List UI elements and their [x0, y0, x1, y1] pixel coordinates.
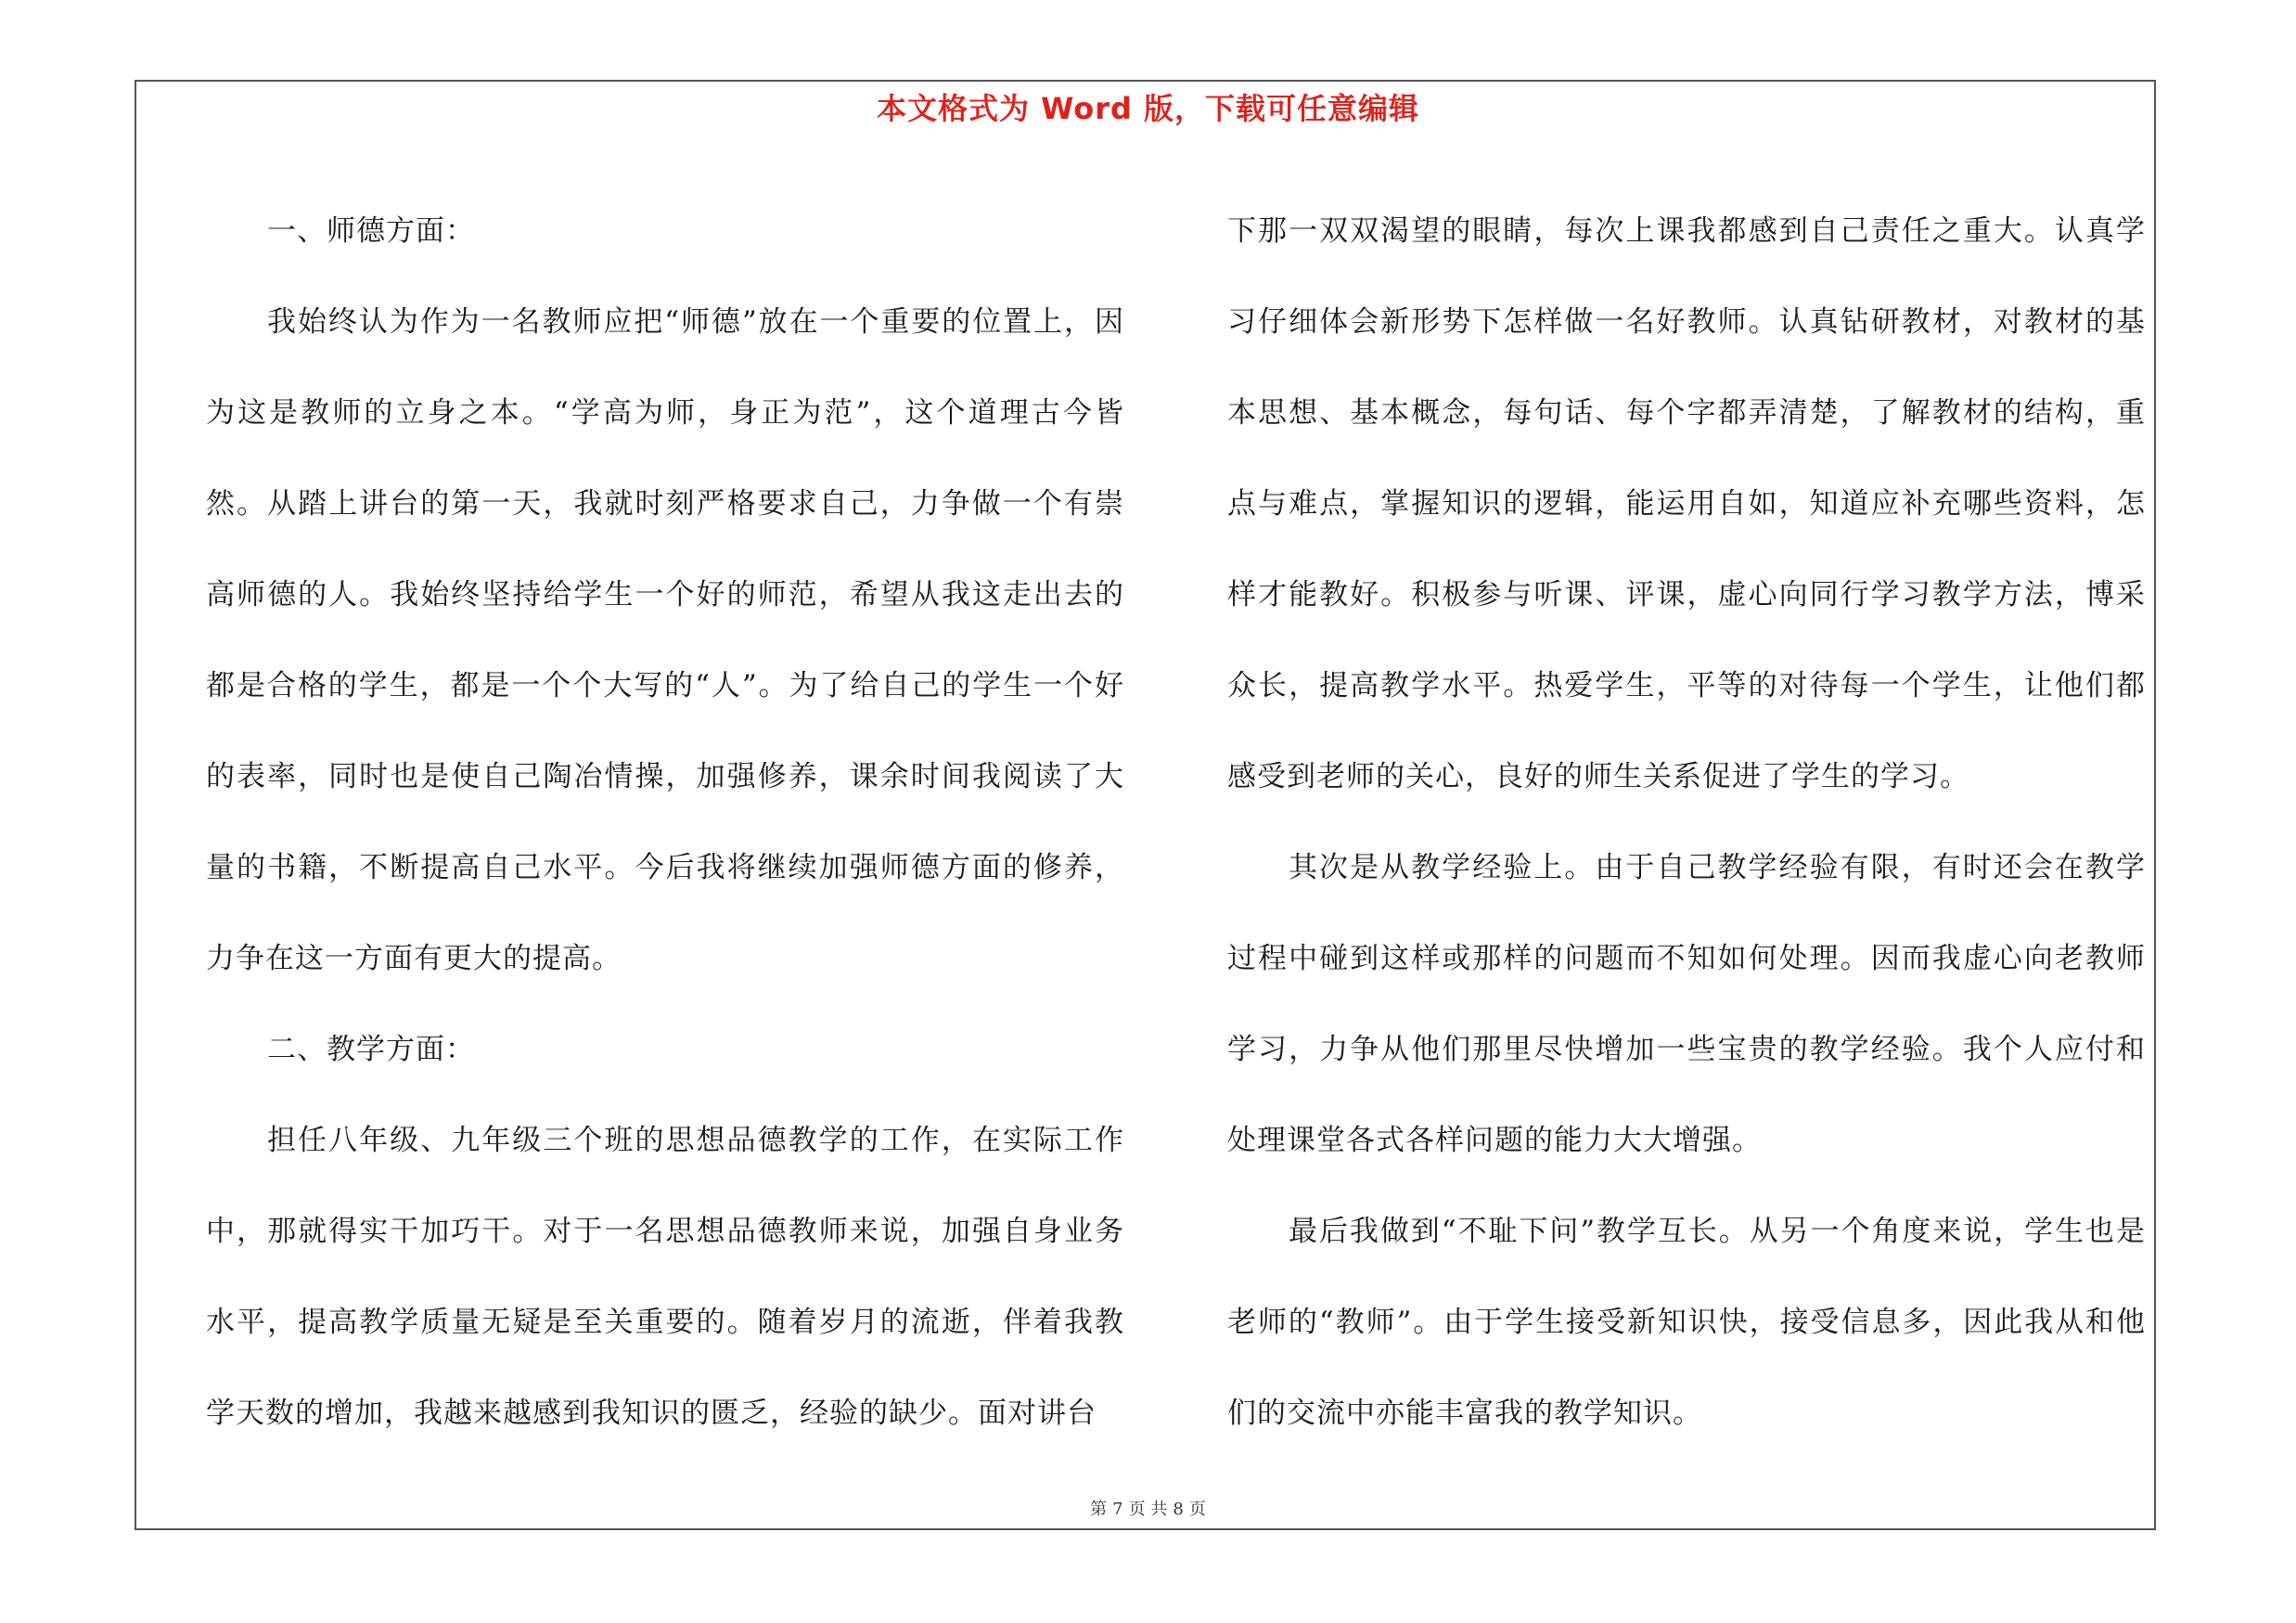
page-label-prefix: 第	[1090, 1500, 1108, 1519]
paragraph-ethics: 我始终认为作为一名教师应把“师德”放在一个重要的位置上，因为这是教师的立身之本。“学高为师，身正为范”，这个道理古今皆然。从踏上讲台的第一天，我就时刻严格要求自己，力争做一个有崇高师德的人。我始终坚持给学生一个好的师范，希望从我这走出去的都是合格的学生，都是一个个大写的“人”。为了给自己的学生一个好的表率，同时也是使自己陶冶情操，加强修养，课余时间我阅读了大量的书籍，不断提高自己水平。今后我将继续加强师德方面的修养，力争在这一方面有更大的提高。	[206, 305, 1124, 975]
paragraph-teaching-continued: 下那一双双渴望的眼睛，每次上课我都感到自己责任之重大。认真学习仔细体会新形势下怎样做一名好教师。认真钻研教材，对教材的基本思想、基本概念，每句话、每个字都弄清楚，了解教材的结构，重点与难点，掌握知识的逻辑，能运用自如，知道应补充哪些资料，怎样才能教好。积极参与听课、评课，虚心向同行学习教学方法，博采众长，提高教学水平。热爱学生，平等的对待每一个学生，让他们都感受到老师的关心，良好的师生关系促进了学生的学习。	[1227, 214, 2146, 793]
page-footer	[0, 1496, 2296, 1520]
paragraph-experience: 其次是从教学经验上。由于自己教学经验有限，有时还会在教学过程中碰到这样或那样的问题而不知如何处理。因而我虚心向老教师学习，力争从他们那里尽快增加一些宝贵的教学经验。我个人应付和处理课堂各式各样问题的能力大大增强。	[1227, 851, 2146, 1157]
page-label-suffix: 页	[1188, 1500, 1206, 1519]
total-page-count: 8	[1173, 1500, 1184, 1519]
section-heading-teaching: 二、教学方面：	[267, 1033, 475, 1066]
paragraph-teaching-start: 担任八年级、九年级三个班的思想品德教学的工作，在实际工作中，那就得实干加巧干。对于一名思想品德教师来说，加强自身业务水平，提高教学质量无疑是至关重要的。随着岁月的流逝，伴着我教学天数的增加，我越来越感到我知识的匮乏，经验的缺少。面对讲台	[206, 1124, 1124, 1430]
page-label-mid: 页 共	[1128, 1500, 1168, 1519]
format-banner: 本文格式为 Word 版，下载可任意编辑	[876, 91, 1420, 126]
current-page-number: 7	[1112, 1500, 1123, 1519]
left-column	[206, 186, 1124, 1459]
right-column	[1227, 186, 2146, 1459]
paragraph-learning-from-students: 最后我做到“不耻下问”教学互长。从另一个角度来说，学生也是老师的“教师”。由于学生接受新知识快，接受信息多，因此我从和他们的交流中亦能丰富我的教学知识。	[1227, 1215, 2146, 1430]
section-heading-ethics: 一、师德方面：	[267, 214, 475, 248]
